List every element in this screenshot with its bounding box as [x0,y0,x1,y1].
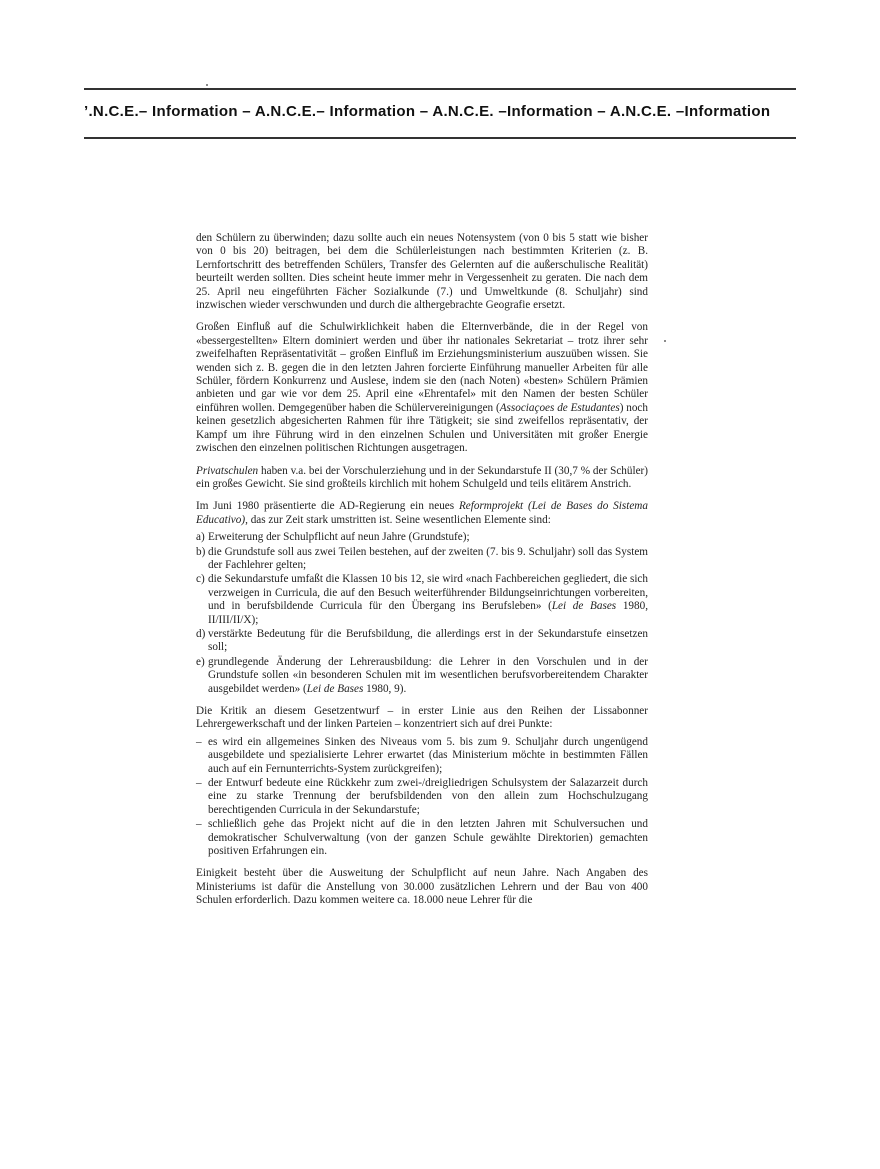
list-item: a) Erweiterung der Schulpflicht auf neun Jahre (Grundstufe); [196,531,470,544]
list-item: b) die Grundstufe soll aus zwei Teilen bestehen, auf der zweiten (7. bis 9. Schuljahr) soll das System der Fachlehrer gelten; [196,545,648,571]
list-item: d) verstärkte Bedeutung für die Berufsbildung, die allerdings erst in der Sekundarstufe einsetzen soll; [196,627,648,654]
scan-speck [664,340,666,342]
paragraph-criticism: Die Kritik an diesem Gesetzentwurf – in erster Linie aus den Reihen der Lissabonner Lehrergewerkschaft und der linken Parteien – konzentriert sich auf drei Punkte: [196,705,648,731]
list-item: – schließlich gehe das Projekt nicht auf die in den letzten Jahren mit Schulversuchen und demokratischer Schulverwaltung (von der ganzen Schule gewählte Direktorien) gemachten positiven Erfahrungen ein. [196,818,648,858]
criticism-list [196,736,648,859]
header-top-rule [84,88,796,90]
reform-elements-list [196,531,648,696]
paragraph-parent-associations: Großen Einfluß auf die Schulwirklichkeit haben die Elternverbände, die in der Regel von «bessergestellten» Eltern dominiert werden und über ihr nationales Sekretariat – trotz ihrer sehr zweifelhaften Repräsentativität – großen Einfluß im Erziehungsministerium auszuüben wissen. Sie wenden sich z. B. gegen die in den letzten Jahren forcierte Einführung manueller Arbeiten für alle Schüler, fördern Konkurrenz und Auslese, indem sie den (nach Noten) «besten» Schülern Prämien anbieten und gar wie vor dem 25. April eine «Ehrentafel» mit den Namen der besten Schüler einführen wollen. Demgegenüber haben die Schülervereinigungen (Associaçoes de Estudantes) noch keinen gesetzlich abgesicherten Rahmen für ihre Tätigkeit; sie sind zweifellos repräsentativ, der Kampf um ihre Führung wird in den einzelnen Schulen und Universitäten mit großer Energie zwischen den einzelnen politischen Richtungen ausgetragen. [196,321,648,455]
header-bottom-rule [84,137,796,139]
scan-speck [206,84,208,86]
paragraph-compulsory-schooling: Einigkeit besteht über die Ausweitung der Schulpflicht auf neun Jahre. Nach Angaben des Ministeriums ist dafür die Anstellung von 30.000 zusätzlichen Lehrern und der Bau von 400 Schulen erforderlich. Dazu kommen weitere ca. 18.000 neue Lehrer für die [196,867,648,907]
list-item: – es wird ein allgemeines Sinken des Niveaus vom 5. bis zum 9. Schuljahr durch ungenügend ausgebildete und spezialisierte Lehrer erwartet (das Ministerium möchte in bestimmten Fällen auch auf ein Fernunterrichts-System zurückgreifen); [196,735,648,775]
header-banner: ’.N.C.E.– Information – A.N.C.E.– Information – A.N.C.E. –Information – A.N.C.E. –Information [84,103,771,120]
paragraph-reform-project: Im Juni 1980 präsentierte die AD-Regierung ein neues Reformprojekt (Lei de Bases do Sistema Educativo), das zur Zeit stark umstritten ist. Seine wesentlichen Elemente sind: [196,500,648,526]
article-body [196,232,648,917]
list-item: c) die Sekundarstufe umfaßt die Klassen 10 bis 12, sie wird «nach Fachbereichen gegliedert, die sich verzweigen in Curricula, die auf den Besuch weiterführender Bildungseinrichtungen vorbereiten, und in berufsbildende Curricula für den Übergang ins Berufsleben» (Lei de Bases 1980, II/III/II/X); [196,573,648,626]
paragraph-grading: den Schülern zu überwinden; dazu sollte auch ein neues Notensystem (von 0 bis 5 statt wie bisher von 0 bis 20) beitragen, bei dem die Schülerleistungen nach bestimmten Kriterien (z. B. Lernfortschritt des betreffenden Schülers, Transfer des Gelernten auf die außerschulische Realität) beurteilt werden sollten. Dies scheint heute immer mehr in Vergessenheit zu geraten. Die nach dem 25. April neu eingeführten Fächer Sozialkunde (7.) und Umweltkunde (8. Schuljahr) sind inzwischen wieder verschwunden und durch die althergebrachte Geografie ersetzt. [196,232,648,312]
list-item: e) grundlegende Änderung der Lehrerausbildung: die Lehrer in den Vorschulen und in der Grundstufe sollen «in besonderen Schulen mit im wesentlichen berufsvorbereitendem Charakter ausgebildet werden» (Lei de Bases 1980, 9). [196,655,648,695]
list-item: – der Entwurf bedeute eine Rückkehr zum zwei-/dreigliedrigen Schulsystem der Salazarzeit durch eine zu starke Trennung der berufsbildenden von den allein zum Hochschulzugang berechtigenden Curricula in der Sekundarstufe; [196,777,648,816]
paragraph-private-schools: Privatschulen haben v.a. bei der Vorschulerziehung und in der Sekundarstufe II (30,7 % der Schüler) ein großes Gewicht. Sie sind großteils kirchlich mit hohem Schulgeld und teils elitärem Anstrich. [196,464,648,490]
